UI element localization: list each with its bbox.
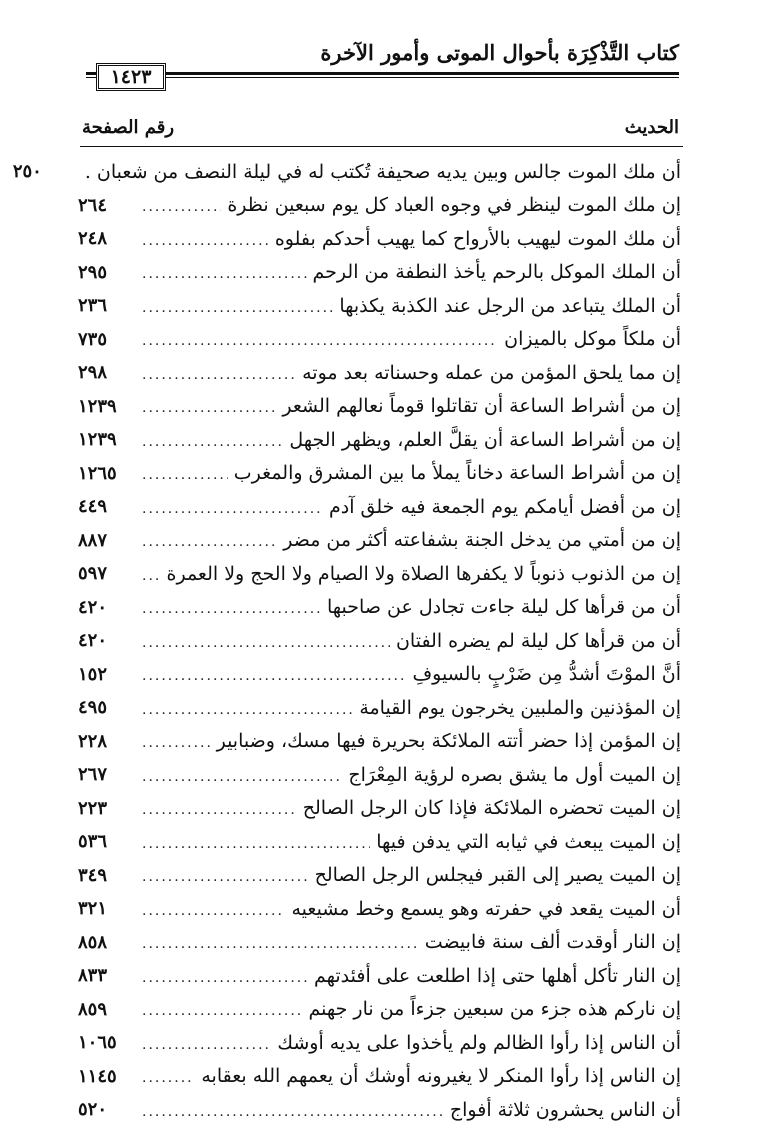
- leader-dots: [140, 367, 296, 383]
- entry-text: إن من أفضل أيامكم يوم الجمعة فيه خلق آدم: [328, 495, 681, 518]
- index-entry: [78, 758, 681, 792]
- index-entry: [78, 825, 681, 859]
- entry-text: إن من أشراط الساعة دخاناً يملأ ما بين المشرق والمغرب: [233, 462, 681, 485]
- entry-text: إن من أشراط الساعة أن يقلَّ العلم، ويظهر الجهل: [289, 428, 681, 451]
- entry-text: إن الميت أول ما يشق بصره لرؤية المِعْرَاج: [348, 763, 681, 786]
- index-entry: [78, 289, 681, 323]
- entry-page-number: ٢٥٠: [12, 161, 42, 183]
- entry-text: إن من الذنوب ذنوباً لا يكفرها الصلاة ولا الصيام ولا الحج ولا العمرة: [166, 562, 681, 585]
- entry-text: إن الناس إذا رأوا المنكر لا يغيرونه أوشك أن يعمهم الله بعقابه: [201, 1065, 681, 1088]
- entry-text: إن ناركم هذه جزء من سبعين جزءاً من نار جهنم: [308, 998, 681, 1021]
- index-entry: [78, 1093, 681, 1127]
- entry-page-number: ٨٥٩: [78, 998, 108, 1020]
- index-entry: [78, 490, 681, 524]
- leader-dots: [140, 769, 342, 785]
- entry-page-number: ٢٦٧: [78, 764, 108, 786]
- index-entry: [78, 892, 681, 926]
- entry-page-number: ١٠٦٥: [78, 1032, 117, 1054]
- entry-text: إن المؤمن إذا حضر أتته الملائكة بحريرة فيها مسك، وضبابير: [216, 730, 681, 753]
- leader-dots: [140, 400, 276, 416]
- leader-dots: [140, 702, 353, 718]
- leader-dots: [140, 434, 283, 450]
- entry-page-number: ٢٩٨: [78, 362, 108, 384]
- leader-dots: [140, 836, 370, 852]
- leader-dots: [140, 568, 161, 584]
- index-entry: [78, 658, 681, 692]
- index-entry: [78, 926, 681, 960]
- leader-dots: [140, 1070, 195, 1086]
- leader-dots: [140, 266, 307, 282]
- leader-dots: [140, 601, 321, 617]
- running-header-title: كتاب التَّذْكِرَة بأحوال الموتى وأمور الآخرة: [320, 40, 679, 65]
- index-entry: [12, 155, 681, 189]
- entry-page-number: ٨٣٣: [78, 965, 108, 987]
- entry-page-number: ٢٩٥: [78, 261, 108, 283]
- leader-dots: [140, 936, 419, 952]
- entry-text: أن الملك الموكل بالرحم يأخذ النطفة من الرحم: [312, 261, 681, 284]
- leader-dots: [140, 869, 309, 885]
- index-entry: [78, 959, 681, 993]
- leader-dots: [140, 1104, 444, 1120]
- entry-page-number: ٣٢١: [78, 898, 108, 920]
- leader-dots: [140, 467, 228, 483]
- leader-dots: [140, 233, 269, 249]
- entry-text: إن الميت يصير إلى القبر فيجلس الرجل الصالح: [314, 864, 681, 887]
- index-entry: [78, 457, 681, 491]
- entry-text: إن من أمتي من يدخل الجنة بشفاعته أكثر من مضر: [283, 529, 681, 552]
- index-entry: [78, 423, 681, 457]
- entry-text: أن الميت يقعد في حفرته وهو يسمع وخط مشيعيه: [291, 897, 681, 920]
- leader-dots: [140, 735, 211, 751]
- index-entry: [78, 792, 681, 826]
- leader-dots: [140, 300, 333, 316]
- entry-page-number: ٨٨٧: [78, 529, 108, 551]
- entry-page-number: ٢٤٨: [78, 228, 108, 250]
- entry-page-number: ٢٦٤: [78, 194, 108, 216]
- entry-text: إن من أشراط الساعة أن تقاتلوا قوماً نعالهم الشعر: [282, 395, 681, 418]
- entry-page-number: ٨٥٨: [78, 931, 108, 953]
- entry-page-number: ١٢٦٥: [78, 462, 117, 484]
- entry-text: أن ملكاً موكل بالميزان: [504, 328, 681, 351]
- entry-text: أن الناس يحشرون ثلاثة أفواج: [449, 1098, 681, 1121]
- entry-page-number: ١١٤٥: [78, 1065, 117, 1087]
- leader-dots: [140, 534, 277, 550]
- entry-text: أن من قرأها كل ليلة جاءت تجادل عن صاحبها: [327, 596, 681, 619]
- entry-text: أن الملك يتباعد من الرجل عند الكذبة يكذبها: [339, 294, 681, 317]
- entry-page-number: ٤٢٠: [78, 630, 108, 652]
- header-rule-thin: [86, 77, 679, 78]
- index-entry: [78, 859, 681, 893]
- entry-page-number: ٤٤٩: [78, 496, 108, 518]
- leader-dots: [140, 1003, 302, 1019]
- entry-text: أن ملك الموت جالس وبين يديه صحيفة تُكتب له في ليلة النصف من شعبان .: [84, 160, 681, 183]
- column-heading-hadith: الحديث: [624, 117, 679, 138]
- header-rule-thick: [86, 72, 679, 75]
- index-entry: [78, 1060, 681, 1094]
- entry-text: إن المؤذنين والملبين يخرجون يوم القيامة: [359, 696, 681, 719]
- index-entry: [78, 1026, 681, 1060]
- entry-page-number: ٥٢٠: [78, 1099, 108, 1121]
- leader-dots: [140, 199, 221, 215]
- leader-dots: [140, 668, 406, 684]
- entry-page-number: ٢٣٦: [78, 295, 108, 317]
- index-entry: [78, 557, 681, 591]
- leader-dots: [140, 970, 308, 986]
- index-entry: [78, 256, 681, 290]
- index-entry: [78, 691, 681, 725]
- leader-dots: [140, 903, 285, 919]
- entry-page-number: ١٢٣٩: [78, 429, 117, 451]
- entry-page-number: ٤٢٠: [78, 596, 108, 618]
- index-entry: [78, 725, 681, 759]
- index-entry: [78, 524, 681, 558]
- leader-dots: [140, 333, 498, 349]
- entry-page-number: ٧٣٥: [78, 328, 108, 350]
- entry-text: أن الناس إذا رأوا الظالم ولم يأخذوا على يديه أوشك: [277, 1031, 681, 1054]
- entry-page-number: ٢٢٣: [78, 797, 108, 819]
- index-list: [12, 155, 681, 1127]
- index-entry: [78, 624, 681, 658]
- leader-dots: [140, 501, 323, 517]
- entry-page-number: ٥٣٦: [78, 831, 108, 853]
- index-entry: [78, 993, 681, 1027]
- entry-text: أن من قرأها كل ليلة لم يضره الفتان: [395, 629, 681, 652]
- index-entry: [78, 356, 681, 390]
- index-entry: [78, 222, 681, 256]
- entry-page-number: ١٥٢: [78, 663, 108, 685]
- entry-page-number: ٢٢٨: [78, 730, 108, 752]
- entry-text: أنَّ الموْتَ أشدُّ مِن ضَرْبٍ بالسيوفِ: [412, 663, 681, 686]
- entry-text: أن ملك الموت ليهيب بالأرواح كما يهيب أحدكم بفلوه: [274, 227, 681, 250]
- entry-page-number: ٥٩٧: [78, 563, 108, 585]
- entry-text: إن الميت يبعث في ثيابه التي يدفن فيها: [376, 830, 681, 853]
- entry-text: إن ملك الموت لينظر في وجوه العباد كل يوم سبعين نظرة: [227, 194, 681, 217]
- leader-dots: [140, 802, 297, 818]
- entry-page-number: ٣٤٩: [78, 864, 108, 886]
- column-heading-page: رقم الصفحة: [82, 117, 175, 138]
- entry-text: إن النار تأكل أهلها حتى إذا اطلعت على أفئدتهم: [313, 964, 681, 987]
- index-entry: [78, 323, 681, 357]
- page-number: ١٤٢٣: [96, 63, 166, 91]
- entry-page-number: ٤٩٥: [78, 697, 108, 719]
- leader-dots: [140, 1037, 271, 1053]
- index-entry: [78, 390, 681, 424]
- entry-text: إن الميت تحضره الملائكة فإذا كان الرجل الصالح: [302, 797, 681, 820]
- entry-text: إن مما يلحق المؤمن من عمله وحسناته بعد موته: [302, 361, 681, 384]
- index-entry: [78, 189, 681, 223]
- heading-rule: [80, 146, 683, 147]
- entry-text: إن النار أوقدت ألف سنة فابيضت: [424, 931, 681, 954]
- leader-dots: [140, 635, 390, 651]
- entry-page-number: ١٢٣٩: [78, 395, 117, 417]
- index-entry: [78, 591, 681, 625]
